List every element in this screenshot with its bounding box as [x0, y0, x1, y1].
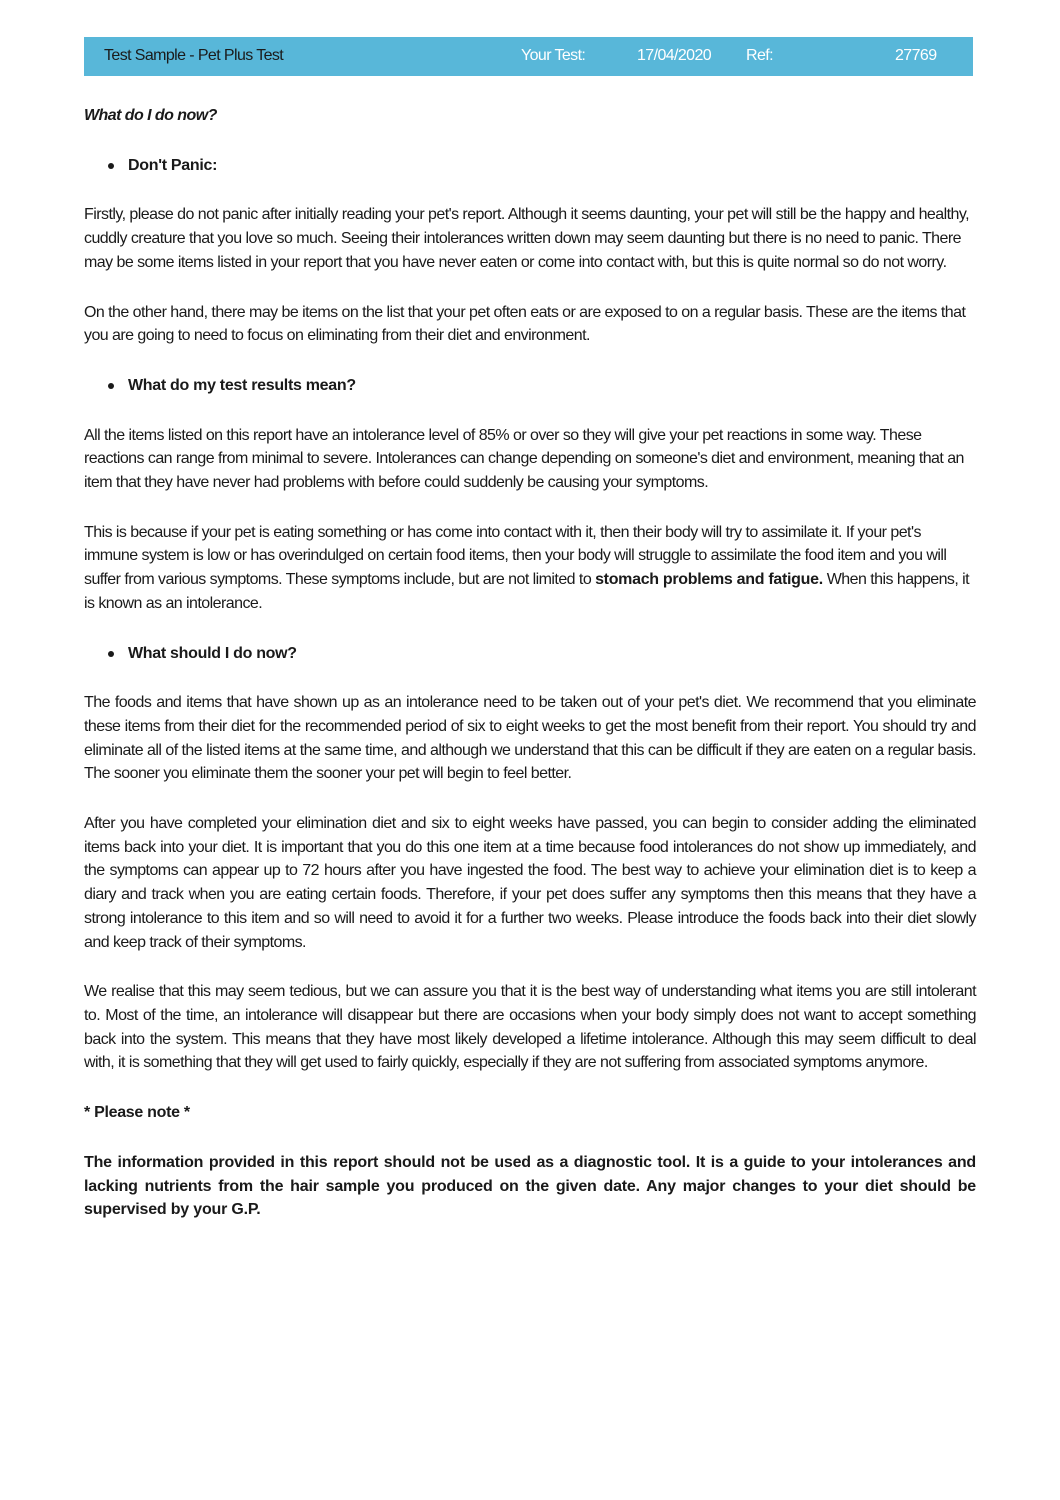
bullet-icon — [108, 163, 114, 169]
paragraph-text: This is because if your pet is eating something or has come into contact with it, then their body will try to assimilate it. If your pet's immune system is low or has overindulged on certain food items, then your body will struggle to assimilate the food item and you will suffer from various symptoms. These symptoms include, but are not limited to — [84, 523, 947, 589]
paragraph: Firstly, please do not panic after initially reading your pet's report. Although it seems daunting, your pet will still be the happy and healthy, cuddly creature that you love so much. Seeing their intolerances written down may seem daunting but there is no need to panic. There may be some items listed in your report that you have never eaten or come into contact with, but this is quite normal so do not worry. — [84, 206, 970, 271]
ref-label: Ref: — [746, 47, 773, 64]
report-body — [84, 104, 976, 1222]
emphasized-symptoms: stomach problems and fatigue. — [595, 571, 823, 589]
bullet-heading-test-results — [84, 374, 976, 398]
report-title: Test Sample - Pet Plus Test — [104, 47, 284, 64]
ref-value: 27769 — [895, 47, 937, 64]
paragraph: After you have completed your elimination diet and six to eight weeks have passed, you can begin to consider adding the eliminated items back into your diet. It is important that you do this one item at a time because food intolerances do not show up immediately, and the symptoms can appear up to 72 hours after you have ingested the food. The best way to achieve your elimination diet is to keep a diary and track when you are eating certain foods. Therefore, if your pet does suffer any symptoms then this means that they have a strong intolerance to this item and so will need to avoid it for a further two weeks. Please introduce the foods back into their diet slowly and keep track of their symptoms. — [84, 815, 976, 951]
bullet-icon — [108, 383, 114, 389]
paragraph-text: When this happens, it is known as an intolerance. — [84, 571, 970, 612]
bullet-heading-label: What do my test results mean? — [128, 376, 356, 394]
test-date: 17/04/2020 — [637, 47, 712, 64]
paragraph: On the other hand, there may be items on the list that your pet often eats or are exposed to on a regular basis. These are the items that you are going to need to focus on eliminating from their diet and environment. — [84, 303, 966, 345]
bullet-heading-what-should-i-do — [84, 642, 976, 666]
paragraph: We realise that this may seem tedious, but we can assure you that it is the best way of understanding what items you are still intolerant to. Most of the time, an intolerance will disappear but there are occasions when your body simply does not want to accept something back into the system. This means that they have most likely developed a lifetime intolerance. Although this may seem difficult to deal with, it is something that they will get used to fairly quickly, especially if they are not suffering from associated symptoms anymore. — [84, 983, 976, 1072]
please-note-label: * Please note * — [84, 1104, 190, 1122]
your-test-label: Your Test: — [521, 47, 586, 64]
report-header-bar — [84, 37, 973, 76]
bullet-heading-dont-panic — [84, 154, 976, 178]
paragraph-with-emphasis — [84, 521, 976, 616]
bullet-heading-label: Don't Panic: — [128, 156, 218, 174]
bullet-heading-label: What should I do now? — [128, 644, 297, 662]
paragraph: All the items listed on this report have an intolerance level of 85% or over so they will give your pet reactions in some way. These reactions can range from minimal to severe. Intolerances can change depending on someone's diet and environment, meaning that an item that they have never had problems with before could suddenly be causing your symptoms. — [84, 426, 964, 492]
bullet-icon — [108, 651, 114, 657]
paragraph: The foods and items that have shown up as an intolerance need to be taken out of your pet's diet. We recommend that you eliminate these items from their diet for the recommended period of six to eight weeks to get the most benefit from their report. You should try and eliminate all of the listed items at the same time, and although we understand that this can be difficult if they are eaten on a regular basis. The sooner you eliminate them the sooner your pet will begin to feel better. — [84, 694, 976, 783]
page-heading: What do I do now? — [84, 107, 217, 124]
disclaimer: The information provided in this report should not be used as a diagnostic tool. It is a guide to your intolerances and lacking nutrients from the hair sample you produced on the given date. Any major changes to your diet should be supervised by your G.P. — [84, 1153, 976, 1219]
